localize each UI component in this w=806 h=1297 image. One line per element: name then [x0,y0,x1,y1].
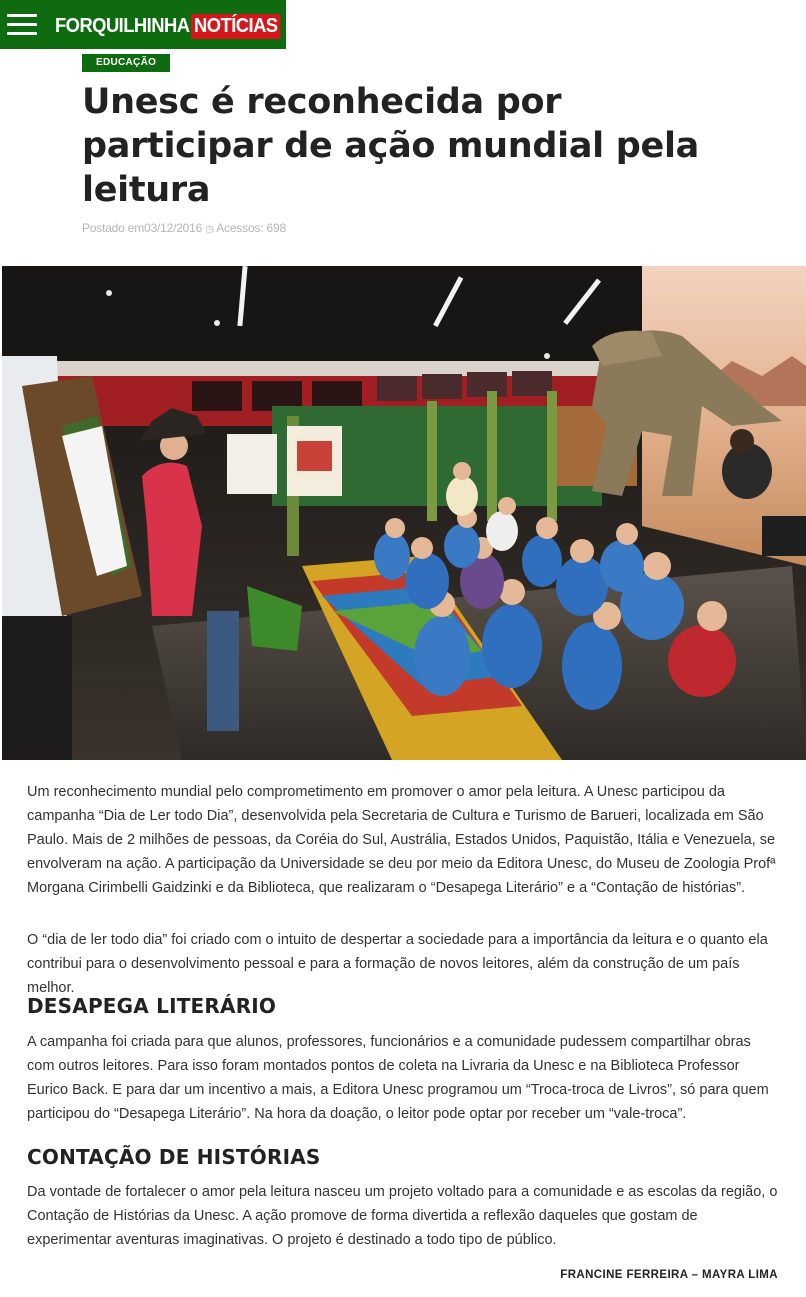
site-header [0,0,286,49]
article-title: Unesc é reconhecida por participar de ação mundial pela leitura [82,82,699,210]
views-label: Acessos: [216,221,264,235]
section-heading-desapega: DESAPEGA LITERÁRIO [27,994,277,1018]
article-photo [2,266,806,760]
site-logo[interactable] [55,12,280,40]
hamburger-menu-icon[interactable] [7,14,37,36]
section-text-contacao: Da vontade de fortalecer o amor pela leitura nasceu um projeto voltado para a comunidade e as escolas da região, o Contação de Histórias da Unesc. A ação promove de forma divertida a reflexão daqueles que gostam de experimentar aventuras imaginativas. O projeto é destinado a todo tipo de público. [27,1184,778,1248]
logo-text-noticias: NOTÍCIAS [191,14,280,39]
photo-illustration [2,266,806,760]
section-heading-contacao: CONTAÇÃO DE HISTÓRIAS [27,1145,321,1169]
category-badge[interactable]: EDUCAÇÃO [82,54,170,72]
posted-label: Postado em [82,221,145,235]
article-byline: FRANCINE FERREIRA – MAYRA LIMA [560,1269,778,1281]
clock-icon: ◷ [205,224,214,235]
logo-text-forquilhinha: FORQUILHINHA [55,14,190,37]
post-date: 03/12/2016 [144,221,203,235]
article-meta [82,221,286,235]
views-count: 698 [266,221,286,235]
article-paragraph-1: Um reconhecimento mundial pelo comprometimento em promover o amor pela leitura. A Unesc participou da campanha “Dia de Ler todo Dia”, desenvolvida pela Secretaria de Cultura e Turismo de Barueri, localizada em São Paulo. Mais de 2 milhões de pessoas, da Coréia do Sul, Austrália, Estados Unidos, Paquistão, Itália e Venezuela, se envolveram na ação. A participação da Universidade se deu por meio da Editora Unesc, do Museu de Zoologia Profª Morgana Cirimbelli Gaidzinki e da Biblioteca, que realizaram o “Desapega Literário” e a “Contação de histórias”. [27,784,776,896]
article-paragraph-2: O “dia de ler todo dia” foi criado com o intuito de despertar a sociedade para a importância da leitura e o quanto ela contribui para o desenvolvimento pessoal e para a formação de novos leitores, além da construção de um país melhor. [27,932,768,996]
section-text-desapega: A campanha foi criada para que alunos, professores, funcionários e a comunidade pudessem compartilhar obras com outros leitores. Para isso foram montados pontos de coleta na Livraria da Unesc e na Biblioteca Professor Eurico Back. E para dar um incentivo a mais, a Editora Unesc programou um “Troca-troca de Livros”, só para quem participou do “Desapega Literário”. Na hora da doação, o leitor pode optar por receber um “vale-troca”. [27,1034,769,1122]
